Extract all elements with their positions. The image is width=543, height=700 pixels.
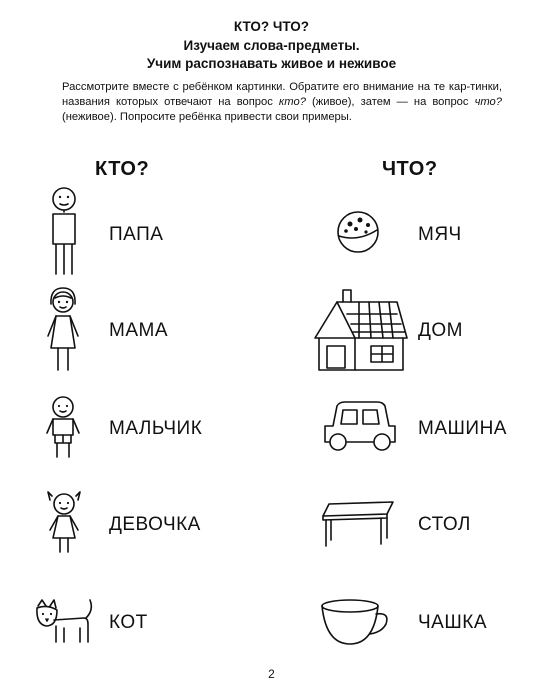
ball-icon — [336, 210, 380, 254]
table-icon — [321, 500, 395, 548]
page-subtitle-2: Учим распознавать живое и неживое — [146, 56, 397, 71]
man-icon — [44, 186, 84, 276]
word-stol: СТОЛ — [418, 514, 471, 535]
instructions-text-2: (живое), затем — на вопрос — [305, 96, 475, 108]
word-chashka: ЧАШКА — [418, 612, 487, 633]
page-subtitle: Изучаем слова-предметы. — [183, 38, 360, 53]
word-myach: МЯЧ — [418, 224, 462, 245]
instructions — [62, 80, 502, 125]
word-malchik: МАЛЬЧИК — [109, 418, 203, 439]
car-icon — [321, 400, 399, 452]
question-what: что? — [474, 96, 502, 108]
woman-icon — [42, 286, 84, 372]
instructions-text-3: (неживое). Попросите ребёнка привести свои примеры. — [62, 111, 352, 123]
instructions-text-1: Рассмотрите вместе с ребёнком картинки. Обратите его внимание на те кар-тинки, названия которых отвечают на вопрос — [62, 81, 502, 108]
word-dom: ДОМ — [418, 320, 463, 341]
word-devochka: ДЕВОЧКА — [109, 514, 201, 535]
word-mashina: МАШИНА — [418, 418, 507, 439]
page-title: КТО? ЧТО? — [233, 19, 310, 34]
house-icon — [313, 288, 409, 372]
heading-who: КТО? — [95, 158, 150, 180]
boy-icon — [45, 395, 81, 459]
page-number: 2 — [268, 667, 275, 681]
cat-icon — [34, 598, 98, 644]
heading-what: ЧТО? — [382, 158, 438, 180]
word-kot: КОТ — [109, 612, 148, 633]
cup-icon — [320, 598, 390, 648]
word-papa: ПАПА — [109, 224, 164, 245]
word-mama: МАМА — [109, 320, 168, 341]
question-who: кто? — [278, 96, 306, 108]
girl-icon — [44, 490, 84, 556]
